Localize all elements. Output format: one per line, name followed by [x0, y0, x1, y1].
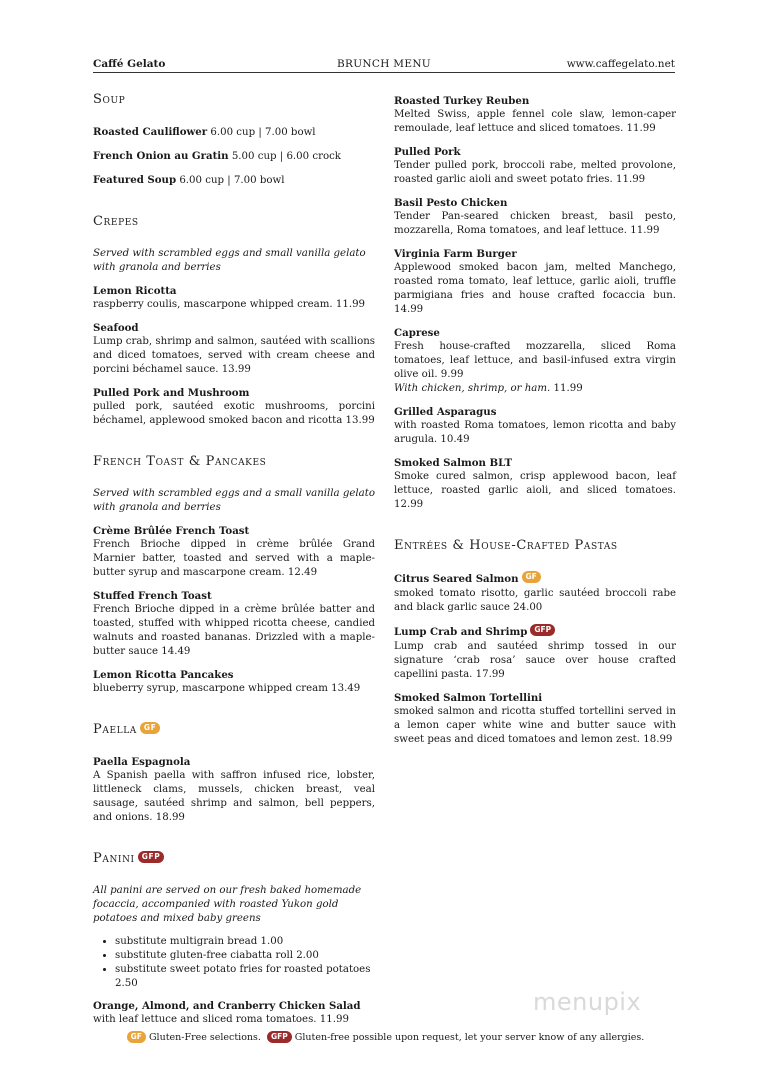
- item-name: Seafood: [93, 322, 139, 334]
- item-name: Pulled Pork and Mushroom: [93, 387, 250, 399]
- menu-item: [394, 405, 676, 447]
- item-desc: Lump crab and sautéed shrimp tossed in our signature ‘crab rosa’ sauce over house crafted capellini pasta. 17.99: [394, 641, 676, 680]
- menu-item: [93, 668, 375, 696]
- allergen-legend: [0, 1031, 768, 1043]
- item-name: Stuffed French Toast: [93, 590, 212, 602]
- left-column: [93, 78, 375, 1036]
- item-desc: Lump crab, shrimp and salmon, sautéed with scallions and diced tomatoes, served with cream cheese and porcini béchamel sauce. 13.99: [93, 336, 375, 375]
- item-name: Grilled Asparagus: [394, 406, 497, 418]
- section-intro: All panini are served on our fresh baked homemade focaccia, accompanied with roasted Yukon gold potatoes and mixed baby greens: [93, 885, 362, 924]
- item-name: Lemon Ricotta: [93, 285, 177, 297]
- item-name: Pulled Pork: [394, 146, 461, 158]
- gluten-free-badge-icon: GF: [127, 1031, 146, 1043]
- item-name: Crème Brûlée French Toast: [93, 525, 250, 537]
- substitution-item: • substitute sweet potato fries for roasted potatoes 2.50: [115, 963, 375, 991]
- gf-legend-text: Gluten-Free selections.: [148, 1032, 261, 1043]
- menu-item: [394, 456, 676, 512]
- item-desc: Melted Swiss, apple fennel cole slaw, lemon-caper remoulade, leaf lettuce and sliced tomatoes. 11.99: [394, 109, 676, 134]
- section-title-text: Paella: [93, 722, 137, 737]
- brand-name: Caffé Gelato: [93, 58, 166, 70]
- item-desc: pulled pork, sautéed exotic mushrooms, porcini béchamel, applewood smoked bacon and ricotta 13.99: [93, 401, 375, 426]
- item-desc: Tender Pan-seared chicken breast, basil pesto, mozzarella, Roma tomatoes, and leaf lettuce. 11.99: [394, 211, 676, 236]
- section-title-soup: Soup: [93, 92, 126, 107]
- item-name: Paella Espagnola: [93, 756, 191, 768]
- section-title-paella: [93, 722, 375, 737]
- menu-item: [93, 386, 375, 428]
- section-intro: Served with scrambled eggs and small vanilla gelato with granola and berries: [93, 248, 366, 273]
- substitution-item: • substitute multigrain bread 1.00: [115, 935, 375, 949]
- item-desc: smoked tomato risotto, garlic sautéed broccoli rabe and black garlic sauce 24.00: [394, 588, 676, 613]
- substitution-list: [93, 935, 375, 991]
- menu-item: [93, 125, 375, 140]
- item-desc: French Brioche dipped in crème brûlée Grand Marnier batter, toasted and served with a maple-butter syrup and mascarpone cream. 12.49: [93, 539, 375, 578]
- section-intro: Served with scrambled eggs and a small vanilla gelato with granola and berries: [93, 488, 375, 513]
- item-name: Basil Pesto Chicken: [394, 197, 508, 209]
- item-desc: smoked salmon and ricotta stuffed tortellini served in a lemon caper white wine and butter sauce with sweet peas and diced tomatoes and lemon zest. 18.99: [394, 706, 676, 745]
- section-title-entrees: Entrées & House-Crafted Pastas: [394, 538, 618, 553]
- menu-item: [394, 326, 676, 396]
- section-title-panini: [93, 851, 375, 866]
- item-desc: 5.00 cup | 6.00 crock: [231, 151, 341, 162]
- watermark-logo: menupix: [533, 988, 642, 1016]
- section-title-french-toast: French Toast & Pancakes: [93, 454, 267, 469]
- item-name: French Onion au Gratin: [93, 150, 229, 162]
- gluten-free-badge-icon: GF: [522, 571, 541, 583]
- gluten-free-possible-badge-icon: GFP: [530, 624, 555, 636]
- item-desc: Fresh house-crafted mozzarella, sliced Roma tomatoes, leaf lettuce, and basil-infused extra virgin olive oil. 9.99: [394, 341, 676, 380]
- menu-item: [394, 691, 676, 747]
- item-name: Caprese: [394, 327, 440, 339]
- item-desc: with roasted Roma tomatoes, lemon ricotta and baby arugula. 10.49: [394, 420, 676, 445]
- menu-item: [93, 589, 375, 659]
- item-name: Roasted Cauliflower: [93, 126, 208, 138]
- item-desc: French Brioche dipped in a crème brûlée batter and toasted, stuffed with whipped ricotta cheese, candied walnuts and roasted bananas. Drizzled with a maple-butter sauce 14.49: [93, 604, 375, 657]
- item-desc: Applewood smoked bacon jam, melted Manchego, roasted roma tomato, leaf lettuce, garlic aioli, truffle parmigiana fries and house crafted focaccia bun. 14.99: [394, 262, 676, 315]
- item-name: Virginia Farm Burger: [394, 248, 517, 260]
- menu-item: [394, 571, 676, 615]
- right-column: [394, 94, 676, 756]
- item-desc: raspberry coulis, mascarpone whipped cream. 11.99: [93, 299, 366, 310]
- menu-item: [93, 524, 375, 580]
- menu-item: [93, 284, 375, 312]
- menu-item: [394, 196, 676, 238]
- gluten-free-possible-badge-icon: GFP: [138, 851, 165, 863]
- item-desc: with leaf lettuce and sliced roma tomatoes. 11.99: [93, 1014, 349, 1025]
- menu-item: [93, 321, 375, 377]
- menu-item: [93, 173, 375, 188]
- page-header: [93, 56, 675, 73]
- menu-item: [93, 999, 375, 1027]
- menu-item: [394, 94, 676, 136]
- item-desc: Smoke cured salmon, crisp applewood bacon, leaf lettuce, roasted garlic aioli, and sliced tomatoes. 12.99: [394, 471, 676, 510]
- menu-item: [394, 624, 676, 682]
- item-desc: 6.00 cup | 7.00 bowl: [179, 175, 285, 186]
- menu-title: BRUNCH MENU: [337, 58, 431, 70]
- item-extra: With chicken, shrimp, or ham.: [394, 383, 551, 394]
- item-desc: A Spanish paella with saffron infused rice, lobster, littleneck clams, mussels, chicken breast, veal sausage, sautéed shrimp and salmon, bell peppers, and onions. 18.99: [93, 770, 375, 823]
- item-name: Lemon Ricotta Pancakes: [93, 669, 234, 681]
- gluten-free-badge-icon: GF: [140, 722, 160, 734]
- item-desc: Tender pulled pork, broccoli rabe, melted provolone, roasted garlic aioli and sweet potato fries. 11.99: [394, 160, 676, 185]
- item-name: Smoked Salmon Tortellini: [394, 692, 543, 704]
- website-link[interactable]: www.caffegelato.net: [566, 58, 675, 70]
- menu-item: [93, 755, 375, 825]
- item-name: Lump Crab and Shrimp: [394, 626, 528, 638]
- section-title-crepes: Crepes: [93, 214, 139, 229]
- item-name: Orange, Almond, and Cranberry Chicken Salad: [93, 1000, 361, 1012]
- substitution-item: • substitute gluten-free ciabatta roll 2.00: [115, 949, 375, 963]
- item-name: Featured Soup: [93, 174, 177, 186]
- item-extra-price: 11.99: [553, 383, 583, 394]
- gfp-legend-text: Gluten-free possible upon request, let your server know of any allergies.: [294, 1032, 645, 1043]
- section-title-text: Panini: [93, 851, 135, 866]
- item-name: Smoked Salmon BLT: [394, 457, 513, 469]
- gluten-free-possible-badge-icon: GFP: [267, 1031, 292, 1043]
- item-name: Roasted Turkey Reuben: [394, 95, 530, 107]
- menu-item: [394, 145, 676, 187]
- menu-item: [93, 149, 375, 164]
- item-desc: 6.00 cup | 7.00 bowl: [210, 127, 316, 138]
- item-name: Citrus Seared Salmon: [394, 573, 519, 585]
- menu-item: [394, 247, 676, 317]
- item-desc: blueberry syrup, mascarpone whipped cream 13.49: [93, 683, 361, 694]
